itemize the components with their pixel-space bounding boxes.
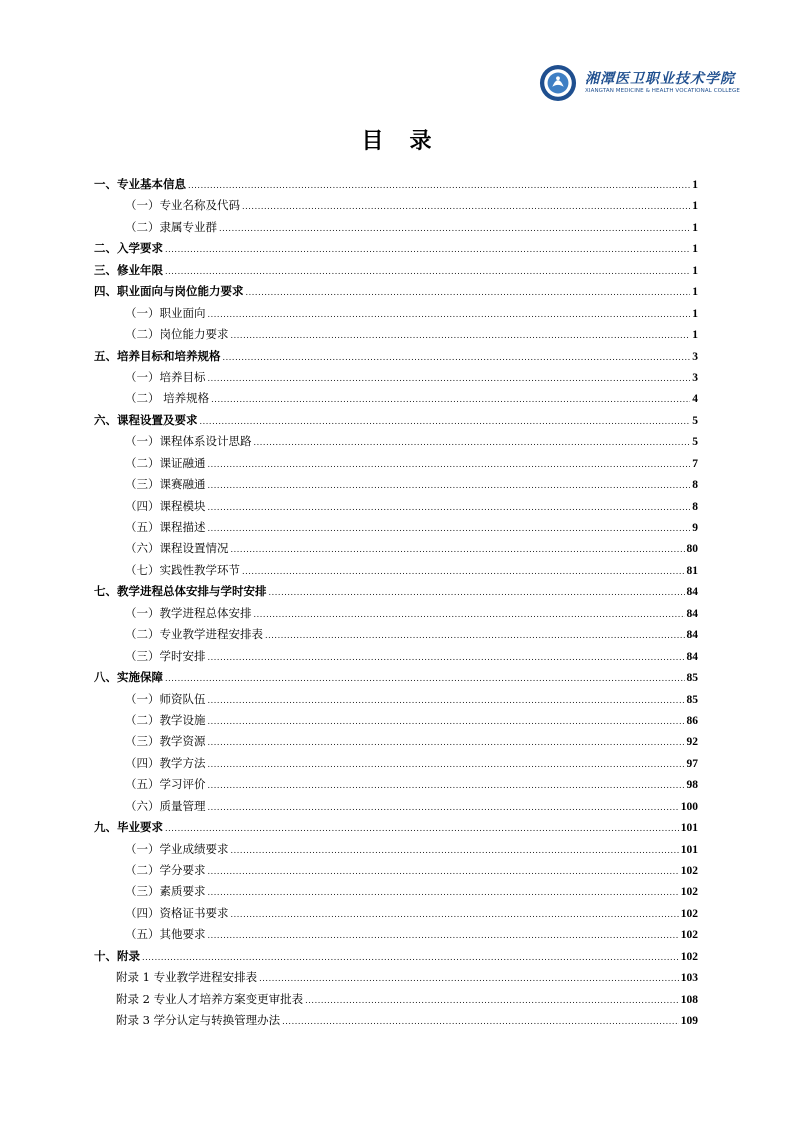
toc-entry-label: 二、入学要求 — [94, 241, 163, 256]
toc-entry[interactable] — [94, 839, 698, 860]
toc-entry-page-number: 102 — [680, 929, 698, 942]
toc-entry-label: （四）资格证书要求 — [125, 905, 229, 920]
toc-entry-page-number: 101 — [680, 822, 698, 835]
toc-dot-leader — [208, 754, 685, 775]
toc-dot-leader — [208, 647, 685, 668]
toc-entry-page-number: 4 — [692, 393, 698, 406]
table-of-contents — [94, 174, 698, 1032]
toc-dot-leader — [305, 990, 679, 1011]
toc-entry[interactable] — [94, 689, 698, 710]
toc-entry-page-number: 1 — [692, 179, 698, 191]
toc-entry-page-number: 84 — [686, 650, 698, 663]
toc-entry-label: 附录 3 学分认定与转换管理办法 — [116, 1013, 281, 1028]
toc-dot-leader — [208, 518, 691, 539]
toc-entry-label: （四）教学方法 — [125, 755, 206, 770]
toc-entry[interactable] — [94, 431, 698, 452]
toc-entry-label: （三）学时安排 — [125, 648, 206, 663]
toc-dot-leader — [231, 539, 685, 560]
toc-entry-label: 一、专业基本信息 — [94, 177, 186, 191]
toc-entry[interactable] — [94, 817, 698, 838]
college-seal-icon — [539, 64, 577, 102]
toc-entry-label: （三）素质要求 — [125, 884, 206, 899]
toc-entry-page-number: 103 — [680, 972, 698, 985]
toc-dot-leader — [208, 732, 685, 753]
toc-entry-label: 附录 2 专业人才培养方案变更审批表 — [116, 991, 304, 1006]
toc-entry[interactable] — [94, 560, 698, 581]
toc-entry-page-number: 86 — [686, 714, 698, 727]
toc-entry[interactable] — [94, 453, 698, 474]
toc-entry-label: （一）学业成绩要求 — [125, 841, 229, 856]
toc-dot-leader — [246, 282, 691, 303]
toc-dot-leader — [219, 218, 690, 239]
toc-entry-page-number: 84 — [686, 607, 698, 620]
toc-entry[interactable] — [94, 410, 698, 431]
college-name-en: XIANGTAN MEDICINE & HEALTH VOCATIONAL COLLEGE — [585, 88, 740, 94]
toc-entry[interactable] — [94, 388, 698, 409]
toc-dot-leader — [211, 389, 690, 410]
toc-entry-page-number: 92 — [686, 736, 698, 749]
page-title: 目录 — [361, 129, 458, 154]
toc-entry[interactable] — [94, 924, 698, 945]
toc-entry-label: 十、附录 — [94, 948, 140, 963]
toc-entry[interactable] — [94, 581, 698, 602]
toc-entry-label: 六、课程设置及要求 — [94, 412, 198, 427]
toc-entry[interactable] — [94, 346, 698, 367]
toc-entry[interactable] — [94, 989, 698, 1010]
toc-dot-leader — [254, 604, 685, 625]
toc-dot-leader — [242, 561, 685, 582]
toc-entry[interactable] — [94, 774, 698, 795]
toc-entry-label: （一）课程体系设计思路 — [125, 434, 252, 449]
toc-entry-label: （四）课程模块 — [125, 498, 206, 513]
toc-entry-page-number: 81 — [686, 564, 698, 577]
toc-entry-label: （二）专业教学进程安排表 — [125, 627, 263, 642]
toc-entry-page-number: 8 — [692, 500, 698, 513]
toc-entry[interactable] — [94, 281, 698, 302]
toc-dot-leader — [208, 368, 691, 389]
toc-entry-label: 五、培养目标和培养规格 — [94, 348, 221, 363]
toc-entry[interactable] — [94, 474, 698, 495]
college-name-cn: 湘潭医卫职业技术学院 — [585, 71, 735, 87]
toc-entry-page-number: 85 — [686, 693, 698, 706]
toc-entry-label: 九、毕业要求 — [94, 820, 163, 835]
toc-dot-leader — [200, 411, 691, 432]
toc-entry-label: （二）岗位能力要求 — [125, 327, 229, 342]
toc-entry-page-number: 80 — [686, 543, 698, 556]
toc-entry-label: （五）其他要求 — [125, 927, 206, 942]
toc-entry-label: （二）学分要求 — [125, 863, 206, 877]
toc-dot-leader — [223, 347, 691, 368]
toc-dot-leader — [208, 304, 691, 325]
toc-dot-leader — [269, 582, 685, 603]
toc-entry[interactable] — [94, 881, 698, 902]
toc-entry[interactable] — [94, 796, 698, 817]
toc-dot-leader — [242, 196, 690, 217]
toc-entry-label: 四、职业面向与岗位能力要求 — [94, 284, 244, 299]
toc-entry-label: 七、教学进程总体安排与学时安排 — [94, 584, 267, 599]
toc-entry[interactable] — [94, 538, 698, 559]
toc-entry-page-number: 5 — [692, 414, 698, 427]
toc-entry[interactable] — [94, 174, 698, 195]
toc-entry-label: （六）课程设置情况 — [125, 541, 229, 556]
toc-entry[interactable] — [94, 753, 698, 774]
toc-dot-leader — [282, 1011, 679, 1032]
toc-entry[interactable] — [94, 731, 698, 752]
toc-dot-leader — [265, 625, 685, 646]
toc-entry-page-number: 1 — [692, 264, 698, 277]
toc-entry-page-number: 108 — [680, 993, 698, 1006]
toc-dot-leader — [259, 968, 679, 989]
toc-dot-leader — [208, 882, 679, 903]
toc-entry[interactable] — [94, 646, 698, 667]
toc-entry-label: （二）课证融通 — [125, 455, 206, 470]
toc-entry-page-number: 85 — [686, 672, 698, 685]
toc-entry[interactable] — [94, 195, 698, 216]
toc-dot-leader — [208, 454, 691, 475]
toc-dot-leader — [208, 925, 679, 946]
toc-entry-label: （二）教学设施 — [125, 712, 206, 727]
toc-dot-leader — [231, 840, 679, 861]
toc-dot-leader — [142, 947, 679, 968]
toc-dot-leader — [208, 690, 685, 711]
toc-entry[interactable] — [94, 260, 698, 281]
toc-dot-leader — [188, 175, 690, 196]
toc-entry-page-number: 101 — [680, 843, 698, 856]
toc-dot-leader — [165, 261, 690, 282]
toc-entry-page-number: 1 — [692, 243, 698, 256]
toc-entry-page-number: 5 — [692, 436, 698, 449]
toc-entry-page-number: 84 — [686, 586, 698, 599]
toc-entry[interactable] — [94, 967, 698, 988]
toc-entry-page-number: 8 — [692, 479, 698, 492]
toc-dot-leader — [208, 497, 691, 518]
toc-entry[interactable] — [94, 238, 698, 259]
toc-dot-leader — [208, 475, 691, 496]
toc-entry-page-number: 98 — [686, 779, 698, 792]
toc-entry-label: （二）隶属专业群 — [125, 219, 217, 234]
toc-entry[interactable] — [94, 603, 698, 624]
toc-entry[interactable] — [94, 217, 698, 238]
toc-entry[interactable] — [94, 303, 698, 324]
toc-entry[interactable] — [94, 624, 698, 645]
toc-entry-page-number: 100 — [680, 800, 698, 813]
toc-entry[interactable] — [94, 946, 698, 967]
toc-entry-label: （一）教学进程总体安排 — [125, 605, 252, 620]
toc-entry-page-number: 1 — [692, 200, 698, 213]
toc-dot-leader — [254, 432, 691, 453]
toc-dot-leader — [208, 861, 679, 882]
toc-entry[interactable] — [94, 667, 698, 688]
toc-entry-page-number: 1 — [692, 221, 698, 234]
toc-dot-leader — [165, 668, 685, 689]
toc-entry-label: （六）质量管理 — [125, 798, 206, 813]
toc-dot-leader — [208, 775, 685, 796]
toc-entry-page-number: 9 — [692, 522, 698, 534]
toc-entry-page-number: 84 — [686, 629, 698, 642]
toc-entry[interactable] — [94, 903, 698, 924]
toc-entry-page-number: 102 — [680, 950, 698, 963]
toc-entry-label: 附录 1 专业教学进程安排表 — [116, 970, 258, 985]
toc-entry-page-number: 102 — [680, 886, 698, 899]
toc-entry-page-number: 3 — [692, 350, 698, 363]
toc-entry[interactable] — [94, 710, 698, 731]
toc-entry-page-number: 109 — [680, 1015, 698, 1028]
toc-entry-page-number: 1 — [692, 307, 698, 320]
toc-dot-leader — [231, 904, 679, 925]
toc-entry-label: （二） 培养规格 — [125, 391, 210, 406]
toc-entry[interactable] — [94, 517, 698, 538]
toc-dot-leader — [208, 711, 685, 732]
toc-dot-leader — [231, 325, 691, 346]
toc-entry[interactable] — [94, 1010, 698, 1031]
toc-dot-leader — [208, 797, 679, 818]
toc-entry[interactable] — [94, 496, 698, 517]
page-header — [535, 60, 740, 110]
toc-entry[interactable] — [94, 367, 698, 388]
toc-entry-page-number: 102 — [680, 907, 698, 920]
toc-entry-page-number: 102 — [680, 865, 698, 877]
toc-entry[interactable] — [94, 860, 698, 881]
toc-entry-label: （七）实践性教学环节 — [125, 562, 240, 577]
toc-entry-label: （三）教学资源 — [125, 734, 206, 749]
toc-entry-page-number: 97 — [686, 757, 698, 770]
toc-entry-page-number: 3 — [692, 371, 698, 384]
toc-entry-label: （一）培养目标 — [125, 369, 206, 384]
toc-entry-page-number: 7 — [692, 457, 698, 470]
toc-entry-label: （五）学习评价 — [125, 777, 206, 792]
toc-entry-page-number: 1 — [692, 329, 698, 342]
toc-dot-leader — [165, 818, 679, 839]
toc-entry-label: （一）师资队伍 — [125, 691, 206, 706]
toc-entry-label: （五）课程描述 — [125, 520, 206, 534]
toc-entry-label: （一）专业名称及代码 — [125, 198, 240, 213]
toc-entry-label: （三）课赛融通 — [125, 477, 206, 492]
toc-entry-label: （一）职业面向 — [125, 305, 206, 320]
toc-entry-label: 三、修业年限 — [94, 262, 163, 277]
toc-entry-label: 八、实施保障 — [94, 670, 163, 685]
toc-dot-leader — [165, 239, 690, 260]
toc-entry-page-number: 1 — [692, 286, 698, 299]
toc-entry[interactable] — [94, 324, 698, 345]
